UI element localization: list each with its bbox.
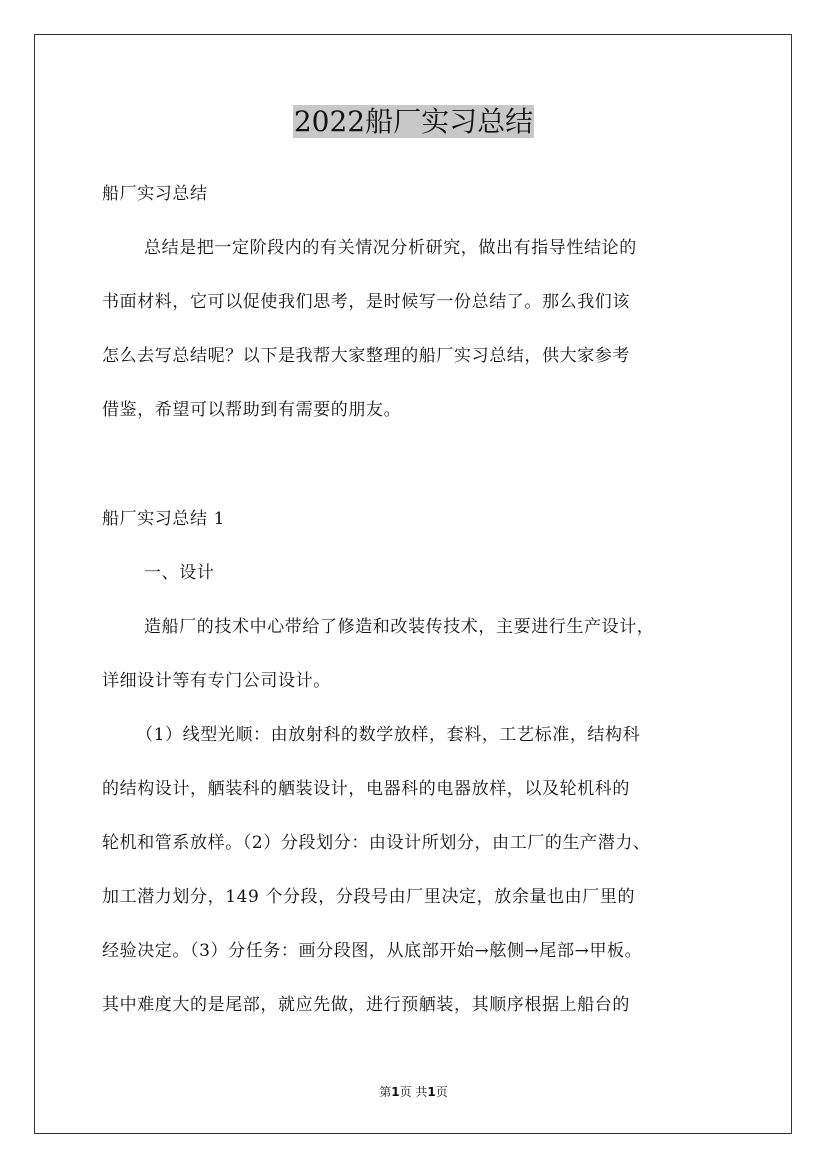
footer-suffix: 页: [435, 1085, 448, 1099]
paragraph-line: 经验决定。（3）分任务：画分段图，从底部开始→舷侧→尾部→甲板。: [102, 941, 643, 961]
paragraph-line: 的结构设计，舾装科的舾装设计，电器科的电器放样，以及轮机科的: [102, 779, 630, 799]
paragraph-line: 详细设计等有专门公司设计。: [102, 671, 331, 691]
footer-mid: 页 共: [399, 1085, 428, 1099]
intro-line-4: 借鉴，希望可以帮助到有需要的朋友。: [102, 400, 402, 420]
footer-page-number: 1: [391, 1085, 400, 1099]
section-heading-2: 船厂实习总结 1: [102, 509, 226, 529]
paragraph-line: 加工潜力划分，149 个分段，分段号由厂里决定，放余量也由厂里的: [102, 887, 636, 907]
footer-total-pages: 1: [427, 1085, 436, 1099]
footer-prefix: 第: [379, 1085, 392, 1099]
intro-line-2: 书面材料，它可以促使我们思考，是时候写一份总结了。那么我们该: [102, 292, 630, 312]
paragraph-line: （1）线型光顺：由放射科的数学放样，套料，工艺标准，结构科: [136, 725, 641, 745]
paragraph-line: 轮机和管系放样。（2）分段划分：由设计所划分，由工厂的生产潜力、: [102, 833, 651, 853]
intro-line-3: 怎么去写总结呢？以下是我帮大家整理的船厂实习总结，供大家参考: [102, 346, 630, 366]
intro-line-1: 总结是把一定阶段内的有关情况分析研究，做出有指导性结论的: [144, 238, 637, 258]
page-footer: [0, 1083, 827, 1101]
paragraph-line: 其中难度大的是尾部，就应先做，进行预舾装，其顺序根据上船台的: [102, 995, 630, 1015]
paragraph-line: 造船厂的技术中心带给了修造和改装传技术，主要进行生产设计，: [144, 617, 655, 637]
subheading: 一、设计: [144, 563, 215, 583]
document-title: 2022船厂实习总结: [293, 105, 534, 138]
section-heading: 船厂实习总结: [102, 184, 208, 204]
